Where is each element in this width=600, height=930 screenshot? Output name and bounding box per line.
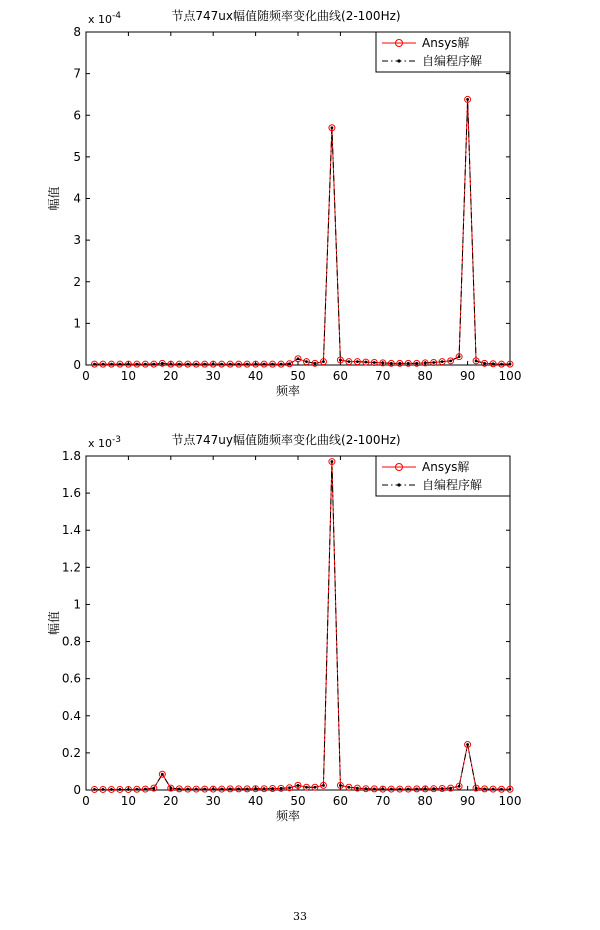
series-program-point [110, 788, 113, 791]
y-tick-label: 3 [73, 233, 81, 248]
x-tick-label: 90 [459, 369, 476, 383]
y-tick-label: 0.6 [61, 671, 81, 686]
legend-ansys-label: Ansys解 [422, 460, 470, 474]
x-tick-label: 50 [290, 369, 306, 383]
series-program-point [466, 743, 469, 746]
x-tick-label: 50 [290, 794, 306, 808]
series-program-point [93, 788, 96, 791]
series-program-point [195, 363, 198, 366]
series-program-point [432, 787, 435, 790]
series-program-point [390, 788, 393, 791]
series-program-point [347, 360, 350, 363]
y-exponent-label: x $10^{-3}$ [88, 435, 121, 450]
x-tick-label: 0 [82, 369, 90, 383]
x-tick-label: 30 [205, 369, 221, 383]
series-program-point [263, 363, 266, 366]
plot-area [86, 32, 510, 365]
series-program-point [381, 362, 384, 365]
x-tick-label: 60 [332, 794, 349, 808]
series-program-point [178, 787, 181, 790]
series-program-point [212, 788, 215, 791]
series-program-point [169, 363, 172, 366]
chart-title: 节点747uy幅值随频率变化曲线(2-100Hz) [171, 433, 401, 447]
series-program-point [152, 787, 155, 790]
series-program-point [347, 786, 350, 789]
series-program-point [441, 360, 444, 363]
series-program-point [263, 787, 266, 790]
series-program-point [135, 363, 138, 366]
legend [376, 32, 510, 72]
series-program-point [398, 362, 401, 365]
series-program-point [500, 788, 503, 791]
series-program-point [119, 363, 122, 366]
series-program-point [271, 787, 274, 790]
series-program-point [339, 359, 342, 362]
series-program-point [280, 363, 283, 366]
y-tick-label: 0.8 [61, 634, 81, 649]
legend-program-label: 自编程序解 [422, 54, 483, 68]
series-program-point [305, 360, 308, 363]
series-program-point [169, 787, 172, 790]
x-tick-label: 80 [417, 369, 433, 383]
series-program-point [331, 126, 334, 129]
series-program-point [339, 784, 342, 787]
y-tick-label: 0.4 [61, 708, 81, 723]
series-program-point [432, 361, 435, 364]
series-program-point [441, 787, 444, 790]
y-tick-label: 0 [73, 783, 81, 797]
series-program-point [178, 363, 181, 366]
series-program-point [475, 787, 478, 790]
series-program-point [237, 787, 240, 790]
plot-area [86, 456, 510, 790]
series-program-point [229, 363, 232, 366]
x-tick-label: 80 [417, 794, 433, 808]
series-program-point [407, 788, 410, 791]
series-program-point [93, 363, 96, 366]
series-program-point [424, 787, 427, 790]
x-tick-label: 10 [120, 794, 137, 808]
series-program-point [119, 788, 122, 791]
series-program-point [297, 357, 300, 360]
series-program-point [297, 784, 300, 787]
series-program-point [246, 363, 249, 366]
series-program-point [500, 363, 503, 366]
series-program-point [424, 362, 427, 365]
series-program-point [288, 786, 291, 789]
y-tick-label: 7 [73, 66, 81, 81]
series-program-point [288, 362, 291, 365]
series-program-point [161, 773, 164, 776]
y-tick-label: 8 [73, 25, 81, 39]
series-program-point [373, 787, 376, 790]
series-program-point [331, 460, 334, 463]
y-tick-label: 1.6 [61, 486, 81, 501]
series-program-point [220, 363, 223, 366]
series-program-point [492, 362, 495, 365]
series-program-point [127, 363, 130, 366]
series-program-point [449, 359, 452, 362]
chart-title: 节点747ux幅值随频率变化曲线(2-100Hz) [171, 9, 401, 23]
series-program-point [483, 787, 486, 790]
y-tick-label: 1 [73, 316, 81, 331]
series-program-point [203, 363, 206, 366]
series-program-point [466, 98, 469, 101]
series-program-point [356, 360, 359, 363]
series-program-point [483, 362, 486, 365]
y-axis-label: 幅值 [47, 186, 61, 211]
x-tick-label: 40 [247, 794, 264, 808]
series-program-point [102, 363, 105, 366]
chart-1 [46, 8, 521, 398]
y-tick-label: 5 [73, 149, 81, 164]
legend-ansys-label: Ansys解 [422, 36, 470, 50]
x-axis-label: 频率 [275, 384, 301, 398]
x-tick-label: 70 [375, 369, 391, 383]
series-program-point [373, 361, 376, 364]
legend [376, 456, 510, 496]
series-program-point [186, 363, 189, 366]
series-program-point [305, 786, 308, 789]
x-axis-label: 频率 [275, 809, 301, 823]
series-program-point [364, 361, 367, 364]
series-program-point [322, 360, 325, 363]
series-program-point [458, 355, 461, 358]
series-program-point [509, 363, 512, 366]
series-program-point [390, 362, 393, 365]
chart-2 [46, 432, 521, 823]
y-tick-label: 4 [73, 191, 81, 206]
y-tick-label: 1.2 [61, 560, 81, 575]
series-program-point [152, 363, 155, 366]
series-program-point [449, 787, 452, 790]
x-tick-label: 70 [375, 794, 391, 808]
legend-program-marker [397, 483, 400, 486]
y-tick-label: 0 [73, 358, 81, 372]
x-tick-label: 20 [163, 794, 179, 808]
series-program-point [280, 787, 283, 790]
x-tick-label: 90 [459, 794, 476, 808]
series-program-point [415, 787, 418, 790]
series-program-point [271, 363, 274, 366]
series-program-point [509, 788, 512, 791]
series-program-point [415, 362, 418, 365]
series-program-point [458, 785, 461, 788]
y-exponent-label: x $10^{-4}$ [88, 11, 121, 26]
series-program-point [186, 788, 189, 791]
series-program-point [212, 363, 215, 366]
series-program-point [364, 787, 367, 790]
series-program-point [475, 359, 478, 362]
series-program-point [203, 788, 206, 791]
y-axis-label: 幅值 [47, 610, 61, 636]
legend-program-label: 自编程序解 [422, 478, 483, 492]
series-program-point [135, 788, 138, 791]
x-tick-label: 20 [163, 369, 179, 383]
y-tick-label: 6 [73, 108, 81, 123]
legend-program-marker [397, 59, 400, 62]
page-number: 33 [293, 910, 307, 923]
y-exponent-power: -4 [112, 11, 121, 21]
series-program-point [102, 788, 105, 791]
series-program-point [381, 788, 384, 791]
series-program-point [144, 788, 147, 791]
series-program-point [237, 363, 240, 366]
x-tick-label: 100 [498, 369, 522, 383]
y-tick-label: 1.4 [61, 523, 81, 538]
series-program-point [322, 784, 325, 787]
series-program-point [195, 788, 198, 791]
series-program-point [254, 787, 257, 790]
series-program-point [314, 786, 317, 789]
series-program-point [144, 363, 147, 366]
y-exponent-power: -3 [112, 435, 121, 445]
y-tick-label: 1.8 [61, 449, 81, 463]
y-tick-label: 0.2 [61, 745, 81, 760]
series-program-point [127, 788, 130, 791]
series-program-point [492, 788, 495, 791]
series-program-point [161, 362, 164, 365]
series-program-point [398, 788, 401, 791]
series-program-point [407, 362, 410, 365]
x-tick-label: 40 [247, 369, 264, 383]
series-program-point [220, 788, 223, 791]
y-tick-label: 1 [73, 597, 81, 612]
series-program-point [314, 362, 317, 365]
series-program-point [246, 787, 249, 790]
x-tick-label: 60 [332, 369, 349, 383]
series-program-point [110, 363, 113, 366]
series-program-point [254, 363, 257, 366]
x-tick-label: 30 [205, 794, 221, 808]
x-tick-label: 0 [82, 794, 90, 808]
y-tick-label: 2 [73, 274, 81, 289]
series-program-point [356, 787, 359, 790]
series-program-point [229, 787, 232, 790]
x-tick-label: 10 [120, 369, 137, 383]
x-tick-label: 100 [498, 794, 522, 808]
